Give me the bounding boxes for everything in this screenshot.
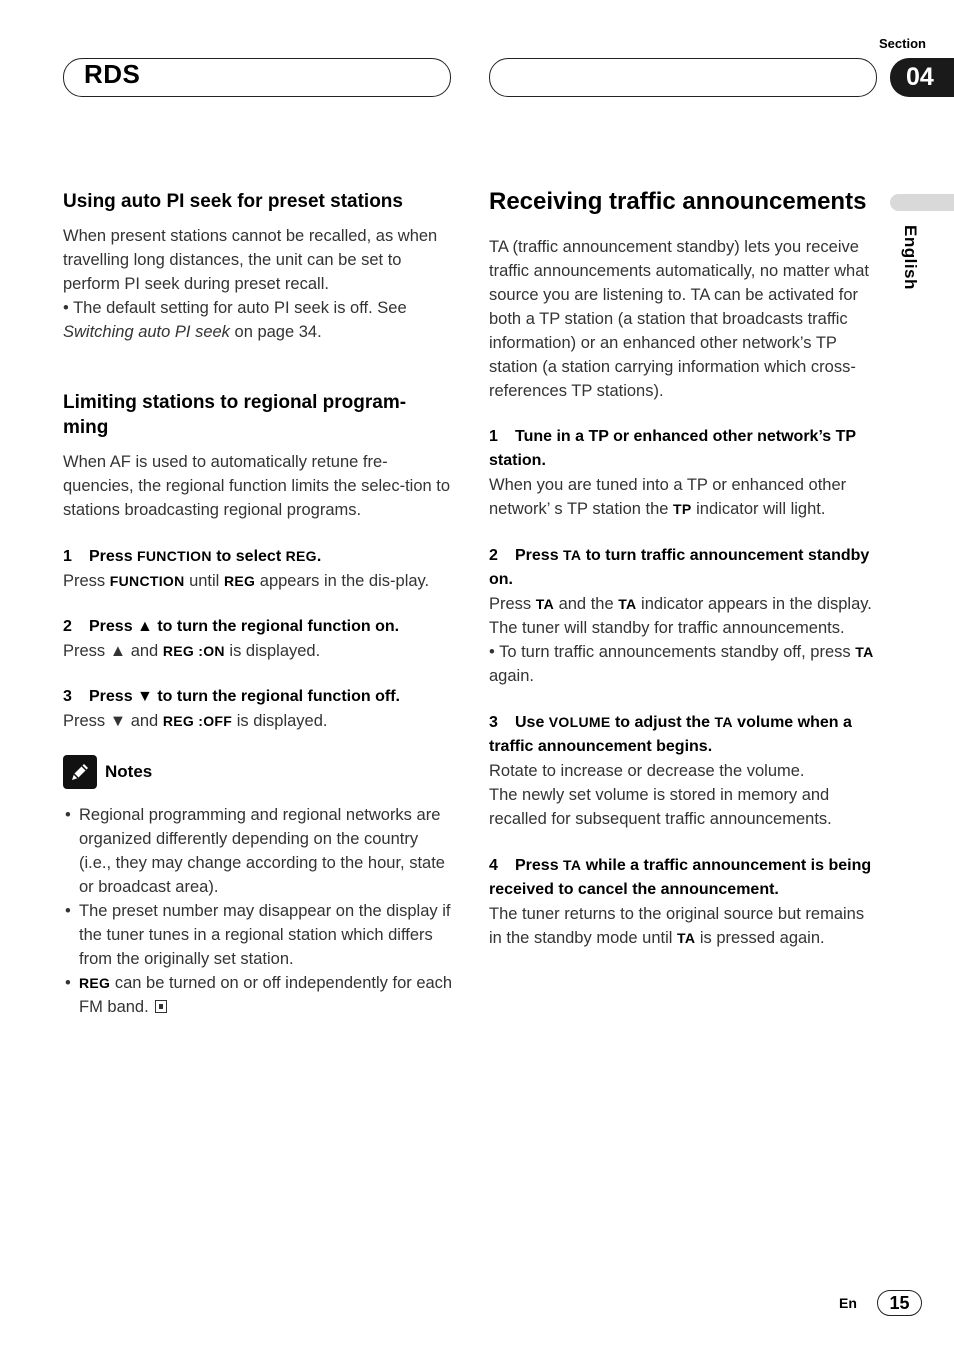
notes-header bbox=[63, 755, 453, 789]
up-arrow-icon: ▲ bbox=[137, 618, 153, 635]
step-3-text: Rotate to increase or decrease the volume. bbox=[489, 762, 805, 780]
step-4-text: The tuner returns to the original source but remains in the standby mode until TA is pressed again. bbox=[489, 905, 865, 947]
step-2-text: Press TA and the TA indicator appears in the display. The tuner will standby for traffic announcements. bbox=[489, 595, 872, 637]
section-label: Section bbox=[879, 36, 926, 51]
step-1-text: When you are tuned into a TP or enhanced other network’ s TP station the TP indicator will light. bbox=[489, 476, 847, 518]
language-label: English bbox=[901, 225, 920, 290]
right-column bbox=[489, 187, 881, 950]
step-2-heading: 2 Press ▲ to turn the regional function on. bbox=[63, 618, 400, 635]
list-item: • Regional programming and regional networks are organized differently depending on the country (i.e., they may change according to the hour, state or broadcast area). bbox=[63, 803, 453, 899]
heading-regional-programming: Limiting stations to regional program- ming bbox=[63, 392, 407, 438]
step-3-text: The newly set volume is stored in memory and recalled for subsequent traffic announcements. bbox=[489, 786, 832, 828]
left-column bbox=[63, 189, 453, 1019]
step-3-heading: 3 Press ▼ to turn the regional function off. bbox=[63, 688, 400, 705]
header-title-frame bbox=[63, 58, 451, 97]
step-1-heading: 1 Tune in a TP or enhanced other network’s TP station. bbox=[489, 428, 856, 469]
paragraph: When present stations cannot be recalled, as when travelling long distances, the unit can be set to perform PI seek during preset recall. bbox=[63, 227, 438, 293]
pencil-note-icon bbox=[63, 755, 97, 789]
up-arrow-icon: ▲ bbox=[109, 642, 127, 660]
list-item: • REG can be turned on or off independently for each FM band. bbox=[63, 971, 453, 1019]
list-item: • The preset number may disappear on the display if the tuner tunes in a regional station which differs from the originally set station. bbox=[63, 899, 453, 971]
step-2-text: Press ▲ and REG :ON is displayed. bbox=[63, 642, 321, 660]
section-number: 04 bbox=[906, 63, 934, 91]
heading-auto-pi-seek: Using auto PI seek for preset stations bbox=[63, 191, 403, 212]
cross-reference: Switching auto PI seek bbox=[63, 323, 230, 341]
down-arrow-icon: ▼ bbox=[137, 688, 153, 705]
paragraph: When AF is used to automatically retune fre-quencies, the regional function limits the selec-tion to stations broadcasting regional programs. bbox=[63, 453, 451, 519]
section-number-tab bbox=[890, 58, 954, 97]
end-mark-icon bbox=[155, 1000, 167, 1013]
header-blank-frame bbox=[489, 58, 877, 97]
step-3-text: Press ▼ and REG :OFF is displayed. bbox=[63, 712, 328, 730]
footer-language-code: En bbox=[839, 1295, 857, 1311]
paragraph: TA (traffic announcement standby) lets you receive traffic announcements automatically, no matter what source you are listening to. TA can be activated for both a TP station (a station that broadcasts traffic information) or an enhanced other network’s TP station (a station carrying information which cross-references TP stations). bbox=[489, 238, 869, 400]
paragraph-default-setting: • The default setting for auto PI seek is off. See Switching auto PI seek on page 34. bbox=[63, 299, 407, 341]
step-1-heading: 1 Press FUNCTION to select REG. bbox=[63, 548, 322, 565]
page-number: 15 bbox=[889, 1292, 910, 1313]
notes-list bbox=[63, 803, 453, 1019]
step-4-heading: 4 Press TA while a traffic announcement is being received to cancel the announcement. bbox=[489, 857, 872, 898]
page-number-badge bbox=[877, 1290, 922, 1316]
language-tab bbox=[890, 194, 954, 211]
step-2-note: • To turn traffic announcements standby off, press TA again. bbox=[489, 643, 874, 685]
notes-label: Notes bbox=[105, 762, 153, 781]
step-3-heading: 3 Use VOLUME to adjust the TA volume when a traffic announcement begins. bbox=[489, 714, 852, 755]
step-1-text: Press FUNCTION until REG appears in the dis-play. bbox=[63, 572, 430, 590]
page-title: RDS bbox=[84, 59, 141, 89]
heading-traffic-announcements: Receiving traffic announcements bbox=[489, 188, 867, 215]
step-2-heading: 2 Press TA to turn traffic announcement standby on. bbox=[489, 547, 870, 588]
down-arrow-icon: ▼ bbox=[109, 712, 127, 730]
